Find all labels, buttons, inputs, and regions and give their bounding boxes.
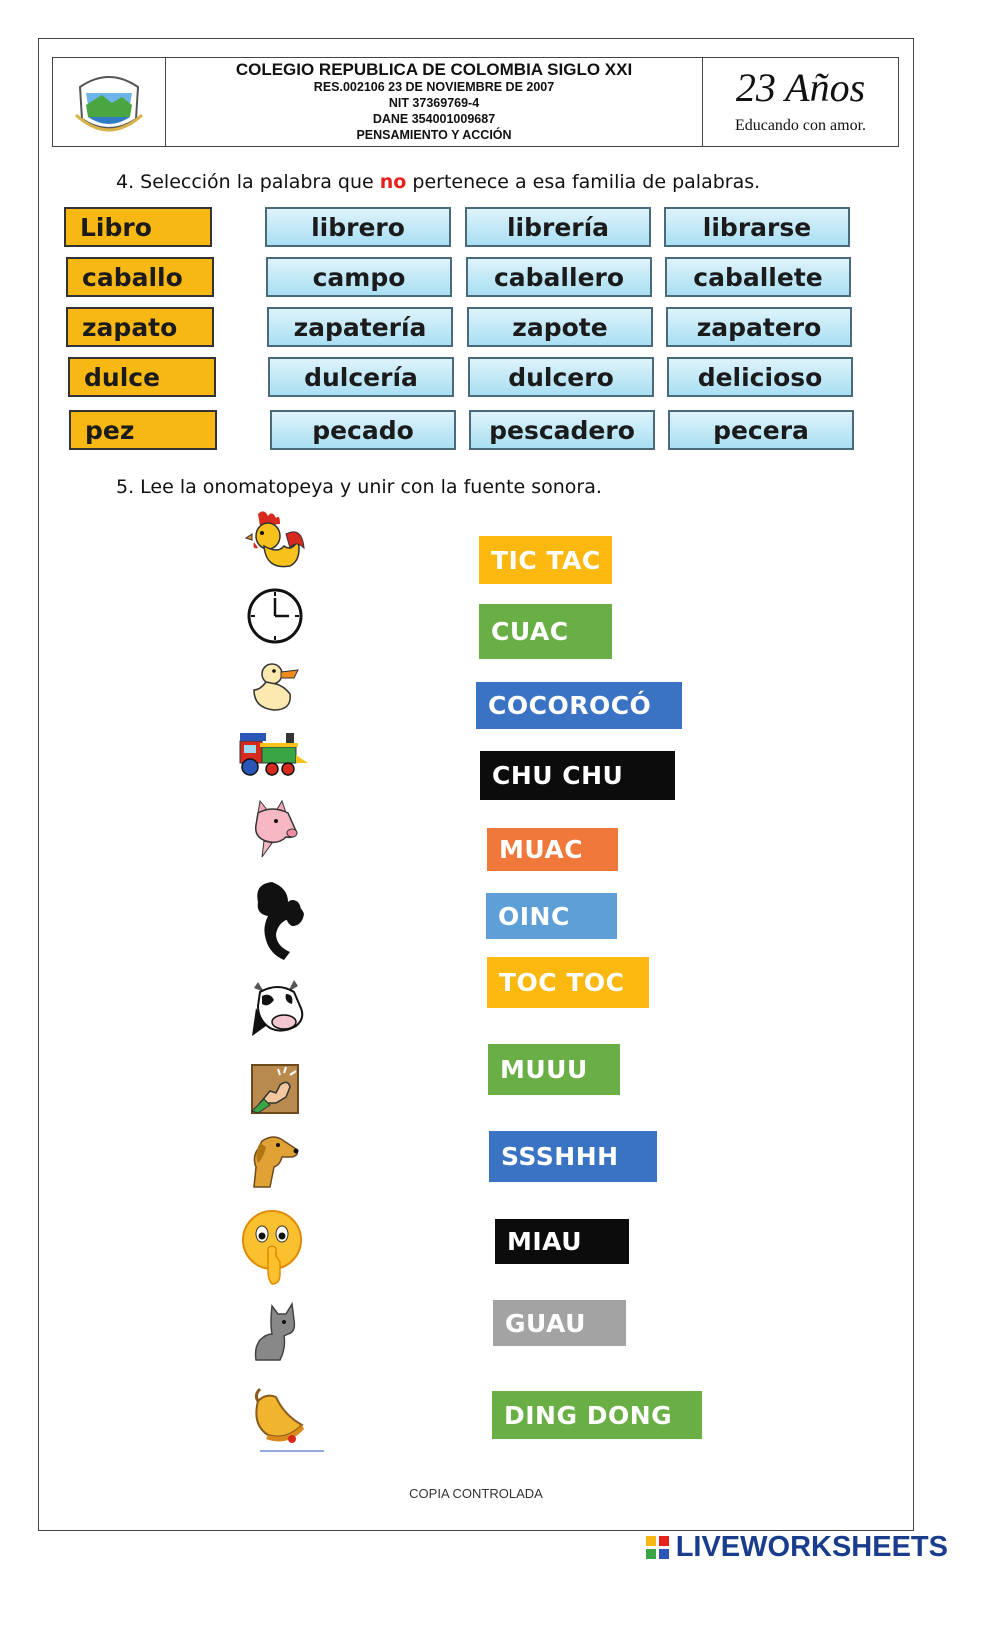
key-word-1: Libro <box>64 207 212 247</box>
option-word-3-2[interactable]: zapote <box>467 307 653 347</box>
cow-icon[interactable] <box>250 978 308 1048</box>
option-word-1-3[interactable]: librarse <box>664 207 850 247</box>
key-word-3: zapato <box>66 307 214 347</box>
anniversary-years: 23 Años <box>735 65 866 110</box>
option-word-1-2[interactable]: librería <box>465 207 651 247</box>
option-word-2-1[interactable]: campo <box>266 257 452 297</box>
option-word-5-2[interactable]: pescadero <box>469 410 655 450</box>
train-icon[interactable] <box>236 727 310 781</box>
option-word-4-3[interactable]: delicioso <box>667 357 853 397</box>
onomatopoeia-8[interactable]: MUUU <box>488 1044 620 1095</box>
school-header <box>52 57 899 147</box>
option-word-1-1[interactable]: librero <box>265 207 451 247</box>
dane-text: DANE 354001009687 <box>372 112 496 126</box>
question-4-after: pertenece a esa familia de palabras. <box>406 171 761 193</box>
school-motto: Educando con amor. <box>734 117 867 134</box>
option-word-3-1[interactable]: zapatería <box>267 307 453 347</box>
knock-icon[interactable] <box>250 1063 300 1119</box>
nit-text: NIT 37369769-4 <box>388 96 480 110</box>
kiss-icon[interactable] <box>252 880 308 966</box>
key-word-5: pez <box>69 410 217 450</box>
option-word-4-2[interactable]: dulcero <box>468 357 654 397</box>
school-logo <box>53 58 166 146</box>
onomatopoeia-2[interactable]: CUAC <box>479 604 612 659</box>
onomatopoeia-9[interactable]: SSSHHH <box>489 1131 657 1182</box>
resolution-text: RES.002106 23 DE NOVIEMBRE DE 2007 <box>313 80 555 94</box>
anniversary-box <box>703 58 898 146</box>
onomatopoeia-7[interactable]: TOC TOC <box>487 957 649 1008</box>
onomatopoeia-5[interactable]: MUAC <box>487 828 618 871</box>
option-word-5-3[interactable]: pecera <box>668 410 854 450</box>
key-word-4: dulce <box>68 357 216 397</box>
option-word-3-3[interactable]: zapatero <box>666 307 852 347</box>
cat-icon[interactable] <box>250 1300 300 1366</box>
footer-text: COPIA CONTROLADA <box>409 1486 543 1501</box>
onomatopoeia-12[interactable]: DING DONG <box>492 1391 702 1439</box>
rooster-icon[interactable] <box>244 508 306 576</box>
clock-icon[interactable] <box>246 587 304 649</box>
onomatopoeia-6[interactable]: OINC <box>486 893 617 939</box>
brand-logo <box>646 1531 948 1564</box>
pig-icon[interactable] <box>252 797 300 865</box>
option-word-5-1[interactable]: pecado <box>270 410 456 450</box>
option-word-2-2[interactable]: caballero <box>466 257 652 297</box>
onomatopoeia-3[interactable]: COCOROCÓ <box>476 682 682 729</box>
onomatopoeia-10[interactable]: MIAU <box>495 1219 629 1264</box>
question-4-text <box>116 171 760 193</box>
liveworksheets-icon <box>646 1536 670 1560</box>
option-word-4-1[interactable]: dulcería <box>268 357 454 397</box>
duck-icon[interactable] <box>250 660 302 718</box>
onomatopoeia-1[interactable]: TIC TAC <box>479 536 612 584</box>
question-4-before: 4. Selección la palabra que <box>116 171 380 193</box>
onomatopoeia-11[interactable]: GUAU <box>493 1300 626 1346</box>
shush-icon[interactable] <box>240 1208 304 1292</box>
brand-name: LIVEWORKSHEETS <box>675 1531 948 1563</box>
school-info <box>166 58 703 146</box>
dog-icon[interactable] <box>250 1131 302 1193</box>
school-name: COLEGIO REPUBLICA DE COLOMBIA SIGLO XXI <box>235 60 633 79</box>
key-word-2: caballo <box>66 257 214 297</box>
option-word-2-3[interactable]: caballete <box>665 257 851 297</box>
onomatopoeia-4[interactable]: CHU CHU <box>480 751 675 800</box>
question-4-highlight: no <box>379 171 407 193</box>
bell-icon[interactable] <box>248 1385 326 1459</box>
question-5-text: 5. Lee la onomatopeya y unir con la fuente sonora. <box>116 476 602 498</box>
slogan-text: PENSAMIENTO Y ACCIÓN <box>356 128 512 142</box>
